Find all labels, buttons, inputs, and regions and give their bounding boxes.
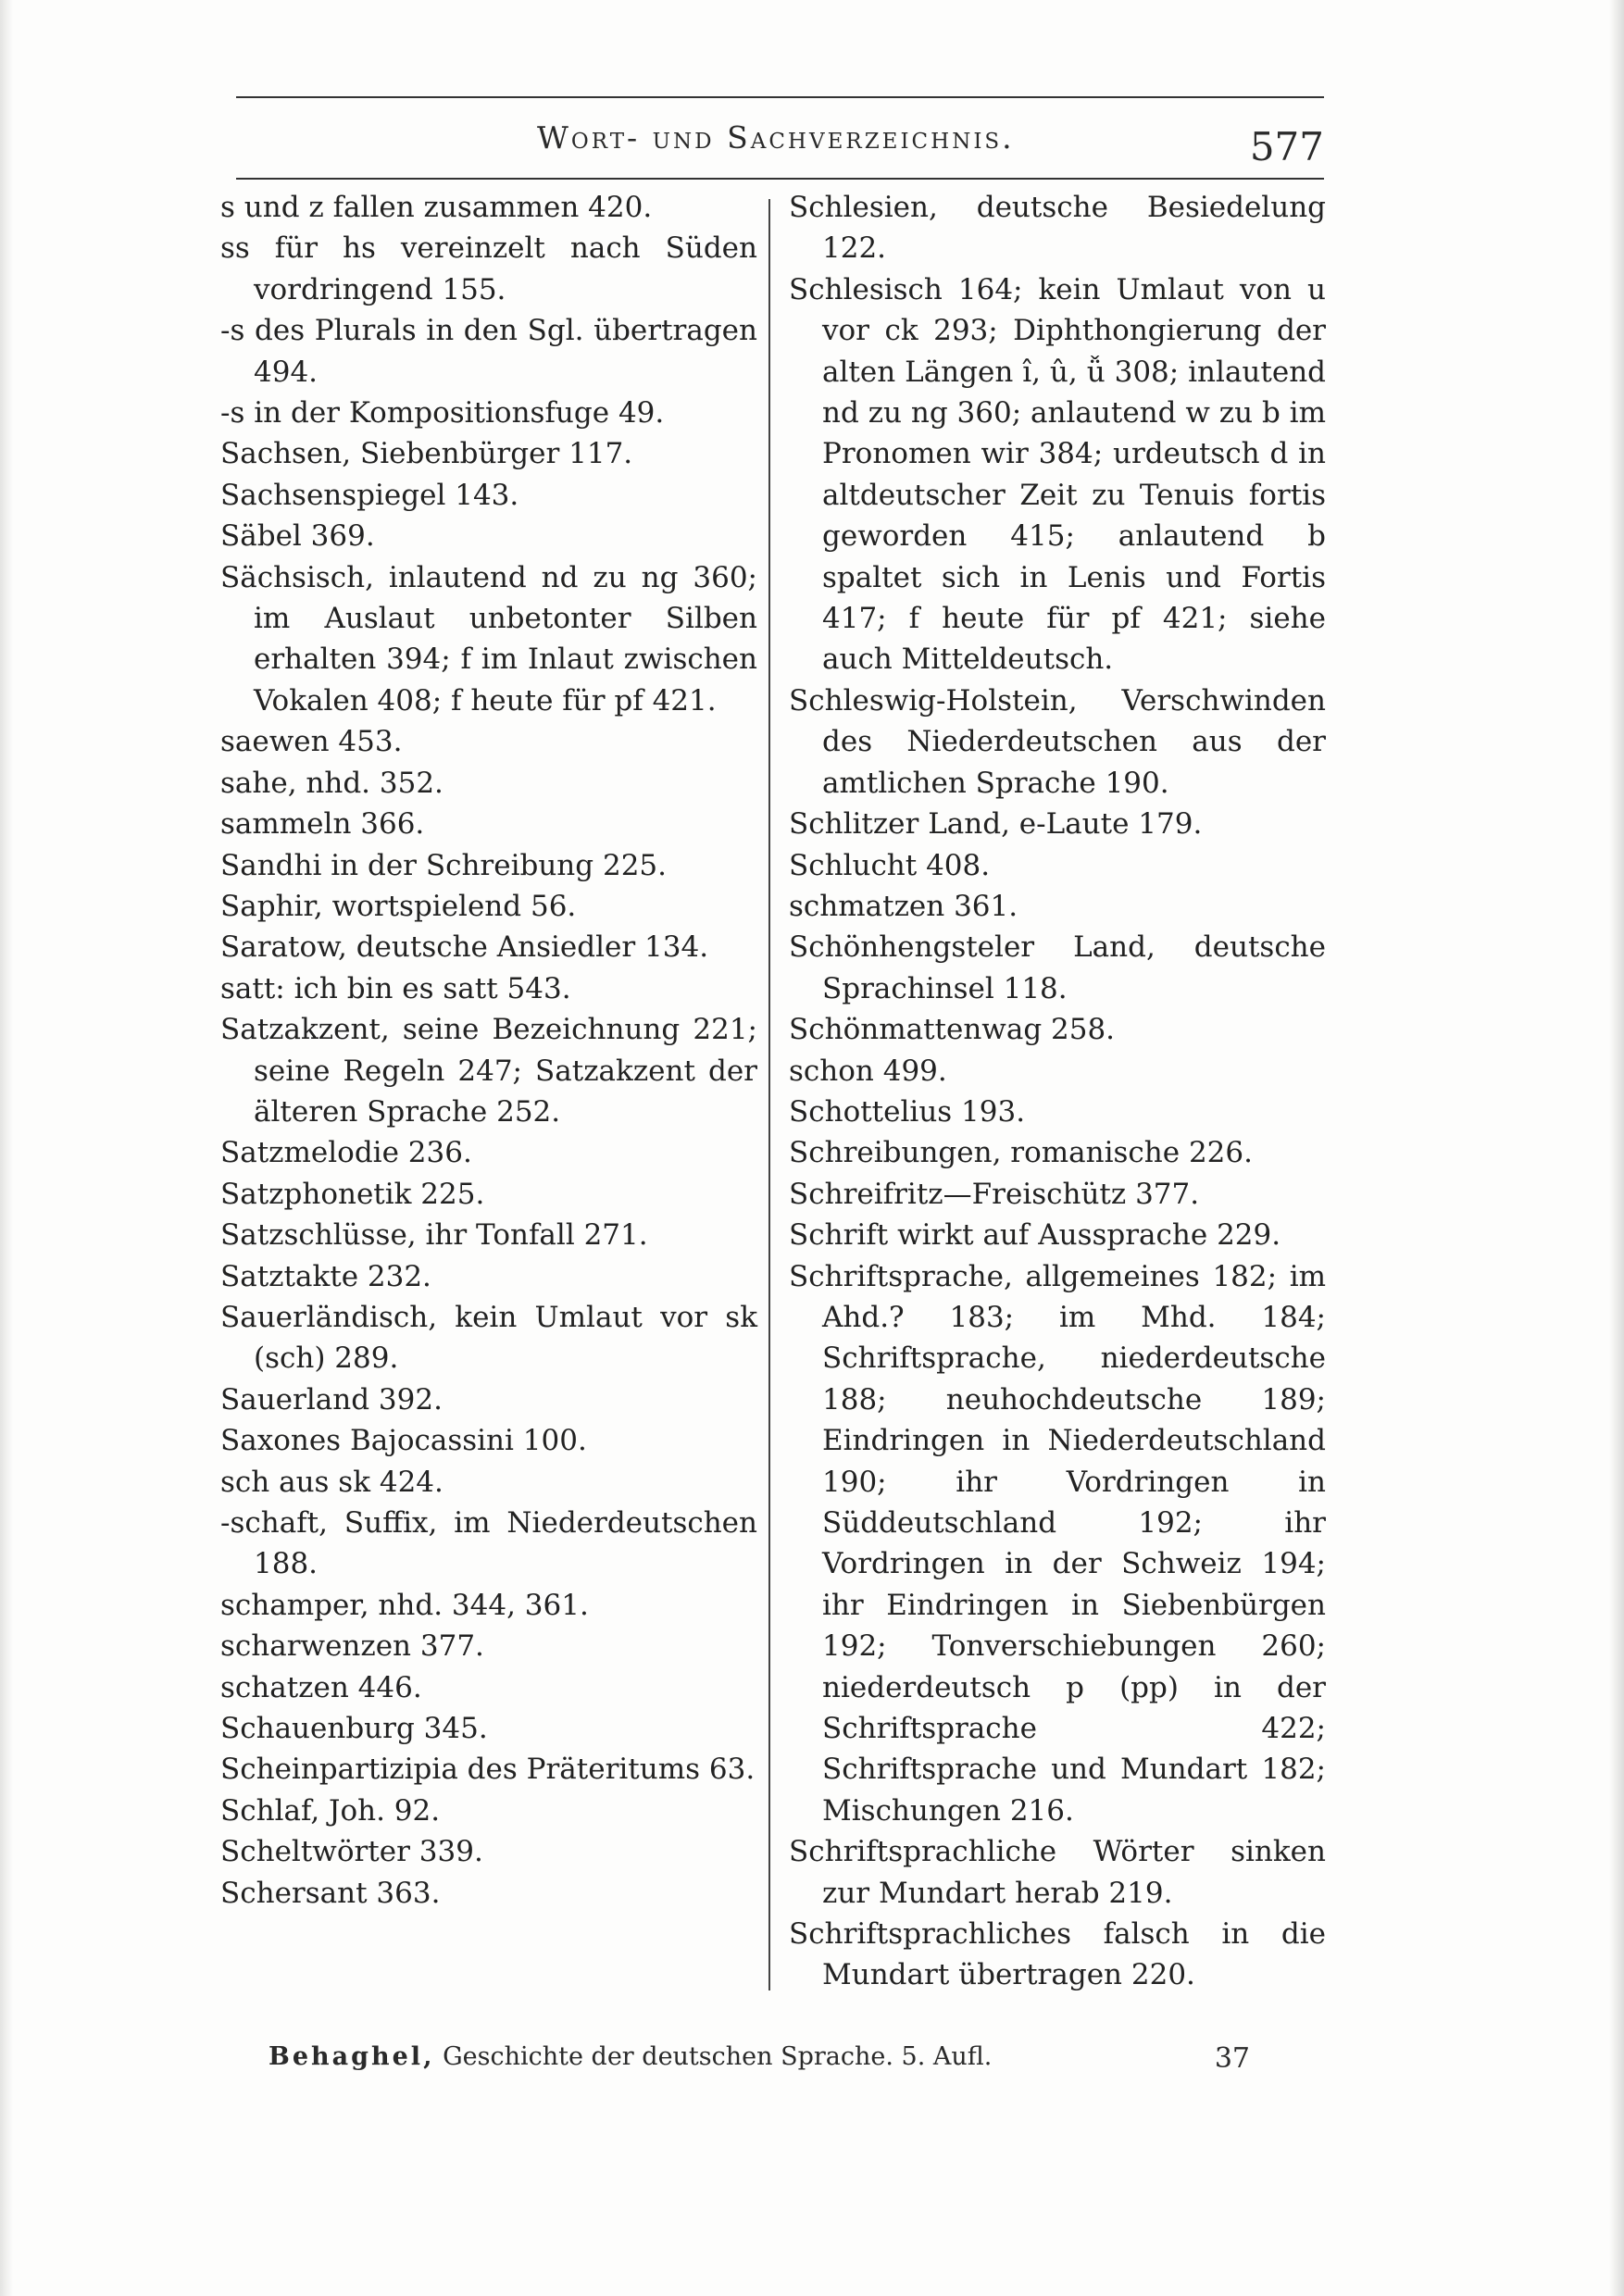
- page-footer: [269, 2042, 1250, 2089]
- index-entry: Saphir, wortspielend 56.: [220, 889, 577, 923]
- scan-right-edge: [1609, 0, 1624, 2296]
- index-entry: Schleswig-Holstein, Verschwinden des Niederdeutschen aus der amtlichen Sprache 190.: [789, 683, 1326, 800]
- index-entry: s und z fallen zusammen 420.: [220, 191, 653, 224]
- index-entry: Schauenburg 345.: [220, 1712, 488, 1746]
- index-entry: Saxones Bajocassini 100.: [220, 1424, 587, 1458]
- index-entry: Schlesien, deutsche Besiedelung 122.: [789, 191, 1326, 266]
- index-entry: Sachsen, Siebenbürger 117.: [220, 437, 633, 471]
- index-entry: Schönmattenwag 258.: [789, 1013, 1116, 1047]
- index-entry: -schaft, Suffix, im Niederdeutschen 188.: [220, 1506, 757, 1581]
- index-entry: Schersant 363.: [220, 1876, 441, 1910]
- index-entry: satt: ich bin es satt 543.: [220, 971, 571, 1005]
- index-entry: -s des Plurals in den Sgl. übertragen 494.: [220, 314, 757, 389]
- index-entry: Sächsisch, inlautend nd zu ng 360; im Auslaut unbetonter Silben erhalten 394; f im Inlaut zwischen Vokalen 408; f heute für pf 421.: [220, 560, 757, 718]
- index-entry: Saratow, deutsche Ansiedler 134.: [220, 930, 709, 965]
- index-entry: Schlitzer Land, e-Laute 179.: [789, 807, 1203, 842]
- footer-signature: 37: [1214, 2042, 1250, 2075]
- header-title: Wort- und Sachverzeichnis.: [537, 119, 1015, 156]
- index-entry: sch aus sk 424.: [220, 1465, 443, 1499]
- index-entry: scharwenzen 377.: [220, 1629, 484, 1664]
- index-entry: Scheltwörter 339.: [220, 1835, 483, 1869]
- index-column-left: [220, 187, 757, 1914]
- index-entry: Schlaf, Joh. 92.: [220, 1793, 441, 1828]
- index-entry: Schreibungen, romanische 226.: [789, 1136, 1253, 1170]
- index-entry: schmatzen 361.: [789, 889, 1018, 923]
- index-entry: saewen 453.: [220, 725, 403, 759]
- index-entry: Schriftsprachliches falsch in die Mundart übertragen 220.: [789, 1917, 1326, 1992]
- page-number: 577: [1249, 124, 1324, 169]
- index-entry: Schriftsprache, allgemeines 182; im Ahd.? 183; im Mhd. 184; Schriftsprache, niederdeutsche 188; neuhochdeutsche 189; Eindringen in Niederdeutschland 190; ihr Vordringen in Süddeutschland 192; ihr Vordringen in der Schweiz 194; ihr Eindringen in Siebenbürgen 192; Tonverschiebungen 260; niederdeutsch p (pp) in der Schriftsprache 422; Schriftsprache und Mundart 182; Mischungen 216.: [789, 1259, 1326, 1828]
- index-entry: Schrift wirkt auf Aussprache 229.: [789, 1218, 1281, 1253]
- index-entry: Satztakte 232.: [220, 1259, 431, 1293]
- index-entry: schatzen 446.: [220, 1670, 422, 1704]
- index-entry: Sachsenspiegel 143.: [220, 478, 519, 512]
- index-entry: sahe, nhd. 352.: [220, 766, 443, 800]
- index-entry: Säbel 369.: [220, 519, 375, 554]
- index-column-right: [789, 187, 1326, 1996]
- index-entry: Satzphonetik 225.: [220, 1177, 485, 1211]
- index-entry: Satzschlüsse, ihr Tonfall 271.: [220, 1218, 648, 1253]
- index-entry: Scheinpartizipia des Präteritums 63.: [220, 1753, 756, 1787]
- running-header: [236, 96, 1324, 181]
- index-entry: schon 499.: [789, 1054, 947, 1088]
- index-entry: Schreifritz—Freischütz 377.: [789, 1177, 1200, 1211]
- index-entry: Schlesisch 164; kein Umlaut von u vor ck 293; Diphthongierung der alten Längen î, û, ǚ 308; inlautend nd zu ng 360; anlautend w zu b im Pronomen wir 384; urdeutsch d in altdeutscher Zeit zu Tenuis fortis geworden 415; anlautend b spaltet sich in Lenis und Fortis 417; f heute für pf 421; siehe auch Mitteldeutsch.: [789, 272, 1326, 677]
- index-entry: Satzmelodie 236.: [220, 1136, 472, 1170]
- index-entry: -s in der Kompositionsfuge 49.: [220, 396, 665, 430]
- header-rule-bottom: [236, 178, 1324, 180]
- index-entry: Schönhengsteler Land, deutsche Sprachinsel 118.: [789, 930, 1326, 1005]
- column-divider: [768, 199, 770, 1990]
- index-entry: Sauerland 392.: [220, 1382, 443, 1416]
- index-entry: Schottelius 193.: [789, 1094, 1026, 1129]
- scan-left-shadow: [0, 0, 13, 2296]
- index-entry: Schlucht 408.: [789, 848, 991, 882]
- footer-author: Behaghel,: [269, 2042, 435, 2071]
- index-entry: ss für hs vereinzelt nach Süden vordringend 155.: [220, 231, 757, 306]
- index-entry: Sandhi in der Schreibung 225.: [220, 848, 667, 882]
- index-entry: sammeln 366.: [220, 807, 425, 842]
- index-entry: Satzakzent, seine Bezeichnung 221; seine Regeln 247; Satzakzent der älteren Sprache 252.: [220, 1013, 757, 1129]
- index-entry: schamper, nhd. 344, 361.: [220, 1588, 589, 1622]
- header-rule-top: [236, 96, 1324, 98]
- footer-book-title: Geschichte der deutschen Sprache. 5. Aufl.: [443, 2042, 993, 2071]
- index-entry: Schriftsprachliche Wörter sinken zur Mundart herab 219.: [789, 1835, 1326, 1910]
- index-entry: Sauerländisch, kein Umlaut vor sk (sch) 289.: [220, 1300, 757, 1376]
